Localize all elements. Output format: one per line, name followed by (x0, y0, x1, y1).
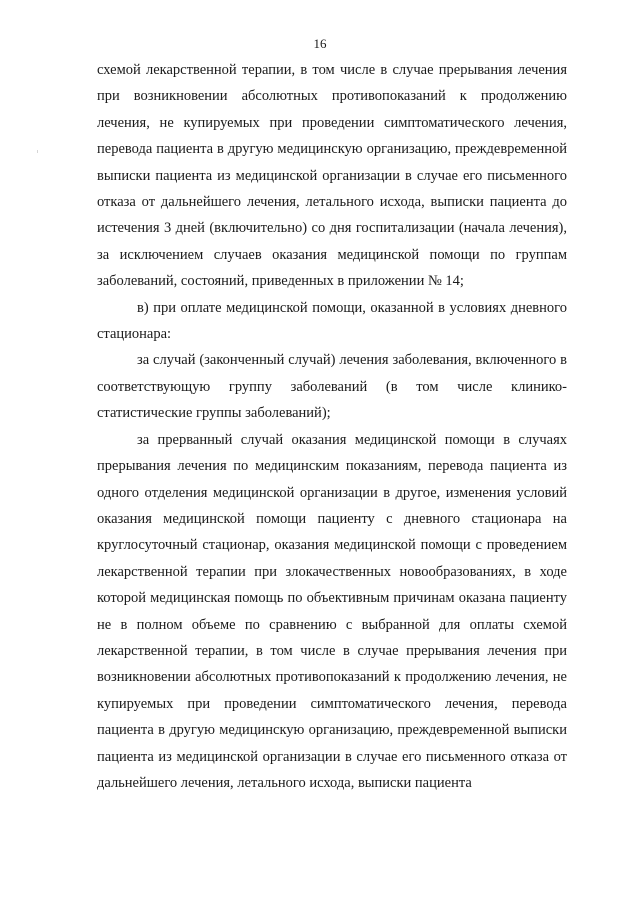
paragraph-continued: схемой лекарственной терапии, в том числе в случае прерывания лечения при возникновении абсолютных противопоказаний к продолжению лечения, не купируемых при проведении симптоматического лечения, перевода пациента в другую медицинскую организацию, преждевременной выписки пациента из медицинской организации в случае его письменного отказа от дальнейшего лечения, летального исхода, выписки пациента до истечения 3 дней (включительно) со дня госпитализации (начала лечения), за исключением случаев оказания медицинской помощи по группам заболеваний, состояний, приведенных в приложении № 14; (97, 62, 567, 290)
document-body (97, 57, 567, 796)
scan-speck (37, 150, 38, 153)
paragraph-interrupted-case: за прерванный случай оказания медицинской помощи в случаях прерывания лечения по медицинским показаниям, перевода пациента из одного отделения медицинской организации в другое, изменения условий оказания медицинской помощи пациенту с дневного стационара на круглосуточный стационар, оказания медицинской помощи с проведением лекарственной терапии при злокачественных новообразованиях, в ходе которой медицинская помощь по объективным причинам оказана пациенту не в полном объеме по сравнению с выбранной для оплаты схемой лекарственной терапии, в том числе в случае прерывания лечения при возникновении абсолютных противопоказаний к продолжению лечения, не купируемых при проведении симптоматического лечения, перевода пациента в другую медицинскую организацию, преждевременной выписки пациента из медицинской организации в случае его письменного отказа от дальнейшего лечения, летального исхода, выписки пациента (97, 431, 567, 791)
paragraph-completed-case: за случай (законченный случай) лечения заболевания, включенного в соответствующую группу заболеваний (в том числе клинико-статистические группы заболеваний); (97, 352, 567, 422)
paragraph-clause-v: в) при оплате медицинской помощи, оказанной в условиях дневного стационара: (97, 299, 567, 343)
page-number: 16 (313, 36, 327, 51)
